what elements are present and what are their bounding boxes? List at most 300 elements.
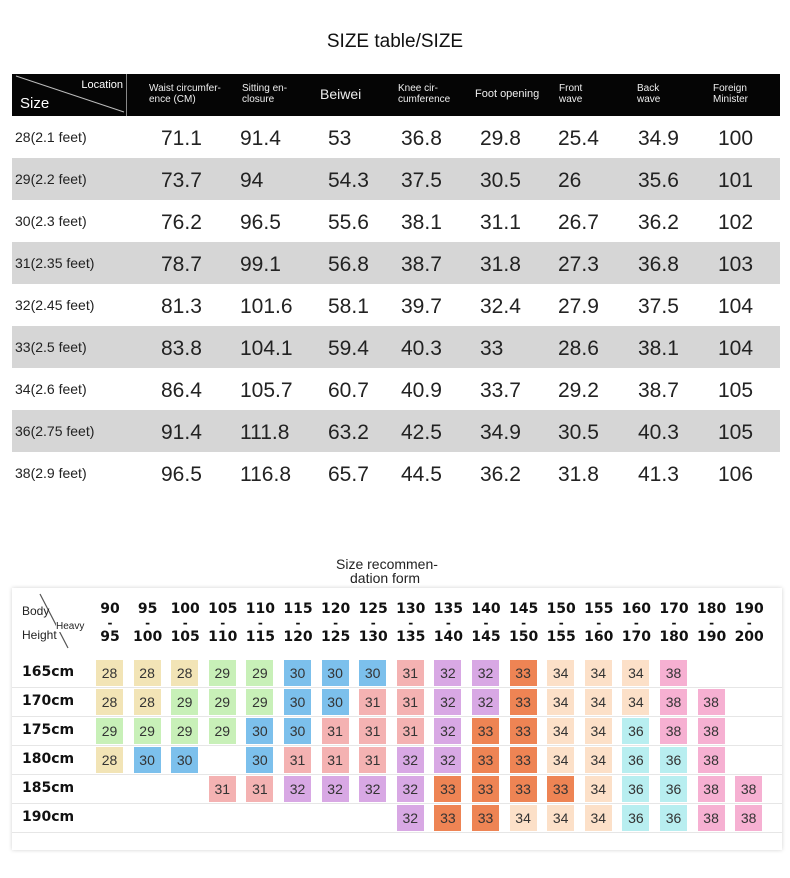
recommended-size-cell: 32 bbox=[434, 660, 461, 686]
table-cell-value: 32.4 bbox=[480, 295, 521, 318]
column-header bbox=[475, 89, 539, 100]
recommended-size-cell: 36 bbox=[622, 776, 649, 802]
column-header-line: wave bbox=[637, 94, 661, 105]
table-cell-value: 34.9 bbox=[638, 127, 679, 150]
table-cell-value: 31.8 bbox=[558, 463, 599, 486]
weight-range-header bbox=[242, 601, 278, 645]
column-header bbox=[320, 86, 362, 102]
recommended-size-cell: 33 bbox=[472, 805, 499, 831]
height-row-label: 190cm bbox=[22, 809, 75, 825]
weight-range-max: 170 bbox=[621, 629, 651, 645]
recommended-size-cell: 30 bbox=[246, 718, 273, 744]
recommended-size-cell: 31 bbox=[322, 718, 349, 744]
table-cell-value: 60.7 bbox=[328, 379, 369, 402]
weight-range-max: 100 bbox=[132, 629, 163, 645]
recommended-size-cell: 31 bbox=[397, 689, 424, 715]
table-cell-value: 83.8 bbox=[161, 337, 202, 360]
recommended-size-cell: 38 bbox=[698, 776, 725, 802]
weight-range-header bbox=[430, 601, 466, 645]
recommended-size-cell: 33 bbox=[434, 776, 461, 802]
table-cell-value: 34.9 bbox=[480, 421, 521, 444]
table-cell-value: 116.8 bbox=[240, 463, 291, 486]
table-cell-value: 27.3 bbox=[558, 253, 599, 276]
column-header-line: Sitting en- bbox=[242, 83, 288, 94]
recommended-size-cell: 28 bbox=[134, 660, 161, 686]
table-cell-value: 40.3 bbox=[401, 337, 442, 360]
column-header-line: Beiwei bbox=[320, 86, 362, 102]
grid-row-divider bbox=[12, 687, 782, 688]
recommended-size-cell: 31 bbox=[209, 776, 236, 802]
height-row-label: 165cm bbox=[22, 664, 75, 680]
recommended-size-cell: 34 bbox=[547, 747, 574, 773]
recommended-size-cell: 33 bbox=[510, 689, 537, 715]
table-cell-value: 40.9 bbox=[401, 379, 442, 402]
weight-range-min: 100 bbox=[170, 601, 200, 617]
recommended-size-cell: 33 bbox=[434, 805, 461, 831]
table-cell-value: 27.9 bbox=[558, 295, 599, 318]
recommended-size-cell: 29 bbox=[246, 689, 273, 715]
weight-range-dash: - bbox=[521, 616, 527, 630]
height-row-label: 180cm bbox=[22, 751, 75, 767]
recommended-size-cell: 31 bbox=[284, 747, 311, 773]
grid-row-divider bbox=[12, 774, 782, 775]
weight-range-dash: - bbox=[145, 616, 151, 630]
recommended-size-cell: 34 bbox=[547, 718, 574, 744]
size-table-row bbox=[12, 452, 780, 494]
row-size-label: 33(2.5 feet) bbox=[15, 339, 87, 355]
table-cell-value: 59.4 bbox=[328, 337, 369, 360]
recommended-size-cell: 36 bbox=[622, 805, 649, 831]
weight-range-min: 140 bbox=[471, 601, 501, 617]
recommended-size-cell: 36 bbox=[622, 747, 649, 773]
table-cell-value: 29.8 bbox=[480, 127, 521, 150]
table-cell-value: 101 bbox=[718, 169, 754, 192]
weight-range-min: 125 bbox=[358, 601, 388, 617]
height-row-label: 185cm bbox=[22, 780, 75, 796]
grid-row-divider bbox=[12, 716, 782, 717]
weight-range-dash: - bbox=[483, 616, 489, 630]
recommendation-title-line-2: dation form bbox=[350, 570, 421, 586]
weight-range-dash: - bbox=[370, 616, 376, 630]
weight-range-dash: - bbox=[333, 616, 339, 630]
recommended-size-cell: 31 bbox=[359, 747, 386, 773]
recommended-size-cell: 31 bbox=[246, 776, 273, 802]
table-cell-value: 73.7 bbox=[161, 169, 202, 192]
table-cell-value: 29.2 bbox=[558, 379, 599, 402]
column-header-line: Foot opening bbox=[475, 88, 540, 100]
recommended-size-cell: 38 bbox=[735, 776, 762, 802]
weight-range-min: 120 bbox=[320, 601, 351, 617]
recommended-size-cell: 32 bbox=[472, 660, 499, 686]
column-header bbox=[242, 83, 287, 105]
table-cell-value: 30.5 bbox=[558, 421, 599, 444]
weight-range-max: 180 bbox=[659, 629, 689, 645]
recommended-size-cell: 31 bbox=[359, 718, 386, 744]
weight-range-min: 90 bbox=[100, 601, 120, 617]
table-cell-value: 56.8 bbox=[328, 253, 369, 276]
weight-range-min: 115 bbox=[283, 601, 313, 617]
size-table-row bbox=[12, 410, 780, 452]
weight-range-dash: - bbox=[633, 616, 639, 630]
recommended-size-cell: 33 bbox=[510, 718, 537, 744]
weight-range-dash: - bbox=[257, 616, 263, 630]
table-cell-value: 91.4 bbox=[161, 421, 202, 444]
row-size-label: 36(2.75 feet) bbox=[15, 423, 95, 439]
grid-row-divider bbox=[12, 832, 782, 833]
size-label: Size bbox=[20, 95, 50, 112]
recommended-size-cell: 38 bbox=[698, 805, 725, 831]
column-header-line: wave bbox=[559, 94, 583, 105]
row-size-label: 28(2.1 feet) bbox=[15, 129, 87, 145]
recommended-size-cell: 31 bbox=[397, 718, 424, 744]
table-cell-value: 58.1 bbox=[328, 295, 369, 318]
recommended-size-cell: 34 bbox=[585, 718, 612, 744]
table-cell-value: 105.7 bbox=[240, 379, 293, 402]
weight-range-max: 105 bbox=[170, 629, 200, 645]
weight-range-max: 140 bbox=[433, 629, 463, 645]
weight-range-dash: - bbox=[746, 616, 752, 630]
table-cell-value: 36.2 bbox=[638, 211, 679, 234]
weight-range-header bbox=[581, 601, 617, 645]
recommended-size-cell: 29 bbox=[171, 689, 198, 715]
size-table-row bbox=[12, 284, 780, 326]
table-cell-value: 25.4 bbox=[558, 127, 599, 150]
table-cell-value: 36.8 bbox=[401, 127, 442, 150]
recommended-size-cell: 30 bbox=[171, 747, 198, 773]
weight-range-dash: - bbox=[596, 616, 602, 630]
weight-range-max: 155 bbox=[546, 629, 576, 645]
table-cell-value: 105 bbox=[718, 421, 754, 444]
size-table-row bbox=[12, 158, 780, 200]
height-row-label: 170cm bbox=[22, 693, 75, 709]
table-cell-value: 86.4 bbox=[161, 379, 202, 402]
weight-range-max: 115 bbox=[245, 629, 275, 645]
recommended-size-cell: 29 bbox=[171, 718, 198, 744]
table-cell-value: 71.1 bbox=[161, 127, 202, 150]
recommended-size-cell: 30 bbox=[284, 718, 311, 744]
recommended-size-cell: 29 bbox=[209, 689, 236, 715]
recommended-size-cell: 38 bbox=[660, 660, 687, 686]
weight-range-max: 150 bbox=[508, 629, 539, 645]
size-table-title: SIZE table/SIZE bbox=[326, 31, 464, 52]
table-cell-value: 35.6 bbox=[638, 169, 679, 192]
weight-range-header bbox=[543, 601, 579, 645]
column-header-line: Minister bbox=[713, 94, 749, 105]
column-header-line: Front bbox=[559, 83, 583, 94]
recommended-size-cell: 34 bbox=[585, 747, 612, 773]
recommended-size-cell: 32 bbox=[397, 747, 424, 773]
weight-range-header bbox=[167, 601, 203, 645]
weight-range-dash: - bbox=[445, 616, 451, 630]
recommended-size-cell: 32 bbox=[284, 776, 311, 802]
recommended-size-cell: 34 bbox=[585, 660, 612, 686]
recommended-size-cell: 33 bbox=[547, 776, 574, 802]
weight-range-min: 150 bbox=[546, 601, 576, 617]
recommended-size-cell: 38 bbox=[698, 689, 725, 715]
weight-range-dash: - bbox=[295, 616, 301, 630]
weight-range-dash: - bbox=[709, 616, 715, 630]
table-cell-value: 38.1 bbox=[401, 211, 442, 234]
table-cell-value: 106 bbox=[718, 463, 754, 486]
weight-range-min: 190 bbox=[734, 601, 764, 617]
table-cell-value: 101.6 bbox=[240, 295, 293, 318]
weight-range-header bbox=[393, 601, 429, 645]
column-header-line: closure bbox=[242, 94, 275, 105]
recommended-size-cell: 33 bbox=[510, 660, 537, 686]
table-cell-value: 26 bbox=[558, 169, 582, 192]
weight-range-header bbox=[130, 601, 166, 645]
recommended-size-cell: 30 bbox=[359, 660, 386, 686]
table-cell-value: 102 bbox=[718, 211, 754, 234]
weight-range-min: 155 bbox=[584, 601, 614, 617]
recommended-size-cell: 33 bbox=[510, 747, 537, 773]
recommended-size-cell: 31 bbox=[322, 747, 349, 773]
table-cell-value: 33.7 bbox=[480, 379, 521, 402]
recommended-size-cell: 28 bbox=[96, 747, 123, 773]
table-cell-value: 26.7 bbox=[558, 211, 599, 234]
table-cell-value: 33 bbox=[480, 337, 504, 360]
row-size-label: 34(2.6 feet) bbox=[15, 381, 87, 397]
recommended-size-cell: 38 bbox=[698, 747, 725, 773]
heavy-label: Heavy bbox=[56, 621, 85, 632]
recommended-size-cell: 32 bbox=[472, 689, 499, 715]
weight-range-max: 130 bbox=[358, 629, 388, 645]
recommended-size-cell: 32 bbox=[434, 747, 461, 773]
table-cell-value: 78.7 bbox=[161, 253, 202, 276]
weight-range-max: 110 bbox=[208, 629, 238, 645]
table-cell-value: 37.5 bbox=[401, 169, 442, 192]
column-header-line: ence (CM) bbox=[149, 94, 196, 105]
recommendation-title bbox=[336, 557, 438, 585]
grid-row-divider bbox=[12, 745, 782, 746]
weight-range-header bbox=[731, 601, 767, 645]
weight-range-header bbox=[468, 601, 504, 645]
recommended-size-cell: 32 bbox=[359, 776, 386, 802]
table-cell-value: 36.8 bbox=[638, 253, 679, 276]
recommended-size-cell: 36 bbox=[660, 805, 687, 831]
table-cell-value: 111.8 bbox=[240, 421, 290, 444]
weight-range-dash: - bbox=[408, 616, 414, 630]
column-header-line: Foreign bbox=[713, 83, 747, 94]
table-cell-value: 40.3 bbox=[638, 421, 679, 444]
table-cell-value: 38.7 bbox=[401, 253, 442, 276]
column-header-line: Waist circumfer- bbox=[149, 83, 221, 94]
weight-range-min: 110 bbox=[245, 601, 275, 617]
recommended-size-cell: 34 bbox=[547, 660, 574, 686]
table-cell-value: 28.6 bbox=[558, 337, 599, 360]
weight-range-max: 125 bbox=[320, 629, 351, 645]
weight-range-header bbox=[694, 601, 730, 645]
weight-range-min: 180 bbox=[696, 601, 727, 617]
recommended-size-cell: 36 bbox=[660, 776, 687, 802]
size-table-row bbox=[12, 242, 780, 284]
column-header bbox=[713, 83, 748, 105]
weight-range-dash: - bbox=[220, 616, 226, 630]
weight-range-max: 200 bbox=[734, 629, 764, 645]
table-cell-value: 96.5 bbox=[161, 463, 202, 486]
row-size-label: 32(2.45 feet) bbox=[15, 297, 95, 313]
table-cell-value: 38.1 bbox=[638, 337, 679, 360]
recommended-size-cell: 32 bbox=[434, 718, 461, 744]
column-header bbox=[637, 83, 660, 105]
recommended-size-cell: 34 bbox=[510, 805, 537, 831]
weight-range-min: 170 bbox=[659, 601, 689, 617]
recommended-size-cell: 33 bbox=[472, 776, 499, 802]
weight-range-max: 120 bbox=[283, 629, 313, 645]
weight-range-header bbox=[205, 601, 241, 645]
recommended-size-cell: 33 bbox=[472, 747, 499, 773]
recommended-size-cell: 30 bbox=[284, 689, 311, 715]
weight-range-header bbox=[355, 601, 391, 645]
recommended-size-cell: 29 bbox=[134, 718, 161, 744]
recommended-size-cell: 33 bbox=[472, 718, 499, 744]
column-header-line: cumference bbox=[398, 94, 451, 105]
recommended-size-cell: 32 bbox=[397, 805, 424, 831]
recommended-size-cell: 34 bbox=[585, 776, 612, 802]
table-cell-value: 81.3 bbox=[161, 295, 202, 318]
row-size-label: 30(2.3 feet) bbox=[15, 213, 87, 229]
weight-range-min: 105 bbox=[208, 601, 238, 617]
location-label: Location bbox=[81, 79, 123, 91]
recommended-size-cell: 36 bbox=[622, 718, 649, 744]
weight-range-max: 145 bbox=[471, 629, 501, 645]
recommended-size-cell: 31 bbox=[359, 689, 386, 715]
weight-range-min: 135 bbox=[433, 601, 463, 617]
table-cell-value: 41.3 bbox=[638, 463, 679, 486]
recommended-size-cell: 34 bbox=[547, 689, 574, 715]
weight-range-max: 160 bbox=[584, 629, 614, 645]
size-table-row bbox=[12, 200, 780, 242]
recommended-size-cell: 28 bbox=[96, 689, 123, 715]
column-header-line: Back bbox=[637, 83, 660, 94]
body-label: Body bbox=[22, 604, 50, 618]
table-cell-value: 38.7 bbox=[638, 379, 679, 402]
recommended-size-cell: 30 bbox=[246, 747, 273, 773]
recommended-size-cell: 32 bbox=[397, 776, 424, 802]
recommended-size-cell: 30 bbox=[134, 747, 161, 773]
size-table bbox=[12, 74, 780, 494]
weight-range-header bbox=[318, 601, 354, 645]
recommended-size-cell: 28 bbox=[134, 689, 161, 715]
recommended-size-cell: 34 bbox=[547, 805, 574, 831]
recommended-size-cell: 38 bbox=[660, 718, 687, 744]
table-cell-value: 39.7 bbox=[401, 295, 442, 318]
weight-range-max: 95 bbox=[100, 629, 120, 645]
column-header bbox=[398, 83, 450, 105]
weight-range-header bbox=[92, 601, 128, 645]
recommended-size-cell: 30 bbox=[284, 660, 311, 686]
row-size-label: 31(2.35 feet) bbox=[15, 255, 95, 271]
recommended-size-cell: 28 bbox=[171, 660, 198, 686]
weight-range-min: 130 bbox=[396, 601, 426, 617]
table-cell-value: 99.1 bbox=[240, 253, 281, 276]
recommended-size-cell: 31 bbox=[397, 660, 424, 686]
weight-range-min: 145 bbox=[508, 601, 539, 617]
weight-range-max: 190 bbox=[696, 629, 727, 645]
row-size-label: 38(2.9 feet) bbox=[15, 465, 87, 481]
size-table-row bbox=[12, 326, 780, 368]
recommended-size-cell: 30 bbox=[322, 689, 349, 715]
recommended-size-cell: 38 bbox=[698, 718, 725, 744]
size-table-row bbox=[12, 116, 780, 158]
size-recommendation-chart bbox=[12, 588, 782, 850]
table-cell-value: 76.2 bbox=[161, 211, 202, 234]
table-cell-value: 65.7 bbox=[328, 463, 369, 486]
recommended-size-cell: 29 bbox=[246, 660, 273, 686]
table-cell-value: 91.4 bbox=[240, 127, 281, 150]
weight-range-dash: - bbox=[182, 616, 188, 630]
table-cell-value: 55.6 bbox=[328, 211, 369, 234]
recommended-size-cell: 30 bbox=[322, 660, 349, 686]
recommended-size-cell: 38 bbox=[660, 689, 687, 715]
recommended-size-cell: 34 bbox=[585, 689, 612, 715]
weight-range-dash: - bbox=[558, 616, 564, 630]
weight-range-dash: - bbox=[107, 616, 113, 630]
recommended-size-cell: 29 bbox=[209, 718, 236, 744]
recommended-size-cell: 29 bbox=[209, 660, 236, 686]
table-cell-value: 96.5 bbox=[240, 211, 281, 234]
weight-range-header bbox=[506, 601, 542, 645]
grid-row-divider bbox=[12, 803, 782, 804]
recommendation-title-line-1: Size recommen- bbox=[336, 556, 438, 572]
table-cell-value: 63.2 bbox=[328, 421, 369, 444]
height-label: Height bbox=[22, 628, 57, 642]
header-corner-cell bbox=[12, 74, 127, 116]
table-cell-value: 105 bbox=[718, 379, 754, 402]
table-cell-value: 94 bbox=[240, 169, 264, 192]
recommended-size-cell: 29 bbox=[96, 718, 123, 744]
table-cell-value: 103 bbox=[718, 253, 754, 276]
table-cell-value: 104 bbox=[718, 295, 754, 318]
table-cell-value: 104 bbox=[718, 337, 754, 360]
height-row-label: 175cm bbox=[22, 722, 75, 738]
size-table-row bbox=[12, 368, 780, 410]
table-cell-value: 30.5 bbox=[480, 169, 521, 192]
recommended-size-cell: 34 bbox=[622, 689, 649, 715]
table-cell-value: 31.1 bbox=[480, 211, 521, 234]
table-cell-value: 37.5 bbox=[638, 295, 679, 318]
column-header-line: Knee cir- bbox=[398, 83, 439, 94]
row-size-label: 29(2.2 feet) bbox=[15, 171, 87, 187]
table-cell-value: 42.5 bbox=[401, 421, 442, 444]
recommended-size-cell: 38 bbox=[735, 805, 762, 831]
table-cell-value: 36.2 bbox=[480, 463, 521, 486]
recommended-size-cell: 34 bbox=[622, 660, 649, 686]
recommended-size-cell: 28 bbox=[96, 660, 123, 686]
column-header bbox=[559, 83, 582, 105]
recommended-size-cell: 33 bbox=[510, 776, 537, 802]
table-cell-value: 104.1 bbox=[240, 337, 293, 360]
table-cell-value: 100 bbox=[718, 127, 754, 150]
recommended-size-cell: 34 bbox=[585, 805, 612, 831]
table-cell-value: 53 bbox=[328, 127, 352, 150]
recommended-size-cell: 36 bbox=[660, 747, 687, 773]
weight-range-max: 135 bbox=[396, 629, 426, 645]
weight-range-min: 95 bbox=[137, 601, 158, 617]
recommended-size-cell: 32 bbox=[434, 689, 461, 715]
weight-range-min: 160 bbox=[621, 601, 651, 617]
weight-range-header bbox=[280, 601, 316, 645]
weight-range-header bbox=[656, 601, 692, 645]
size-table-header bbox=[12, 74, 780, 116]
table-cell-value: 54.3 bbox=[328, 169, 369, 192]
table-cell-value: 44.5 bbox=[401, 463, 442, 486]
table-cell-value: 31.8 bbox=[480, 253, 521, 276]
recommended-size-cell: 32 bbox=[322, 776, 349, 802]
weight-range-header bbox=[618, 601, 654, 645]
weight-range-dash: - bbox=[671, 616, 677, 630]
column-header bbox=[149, 83, 221, 105]
